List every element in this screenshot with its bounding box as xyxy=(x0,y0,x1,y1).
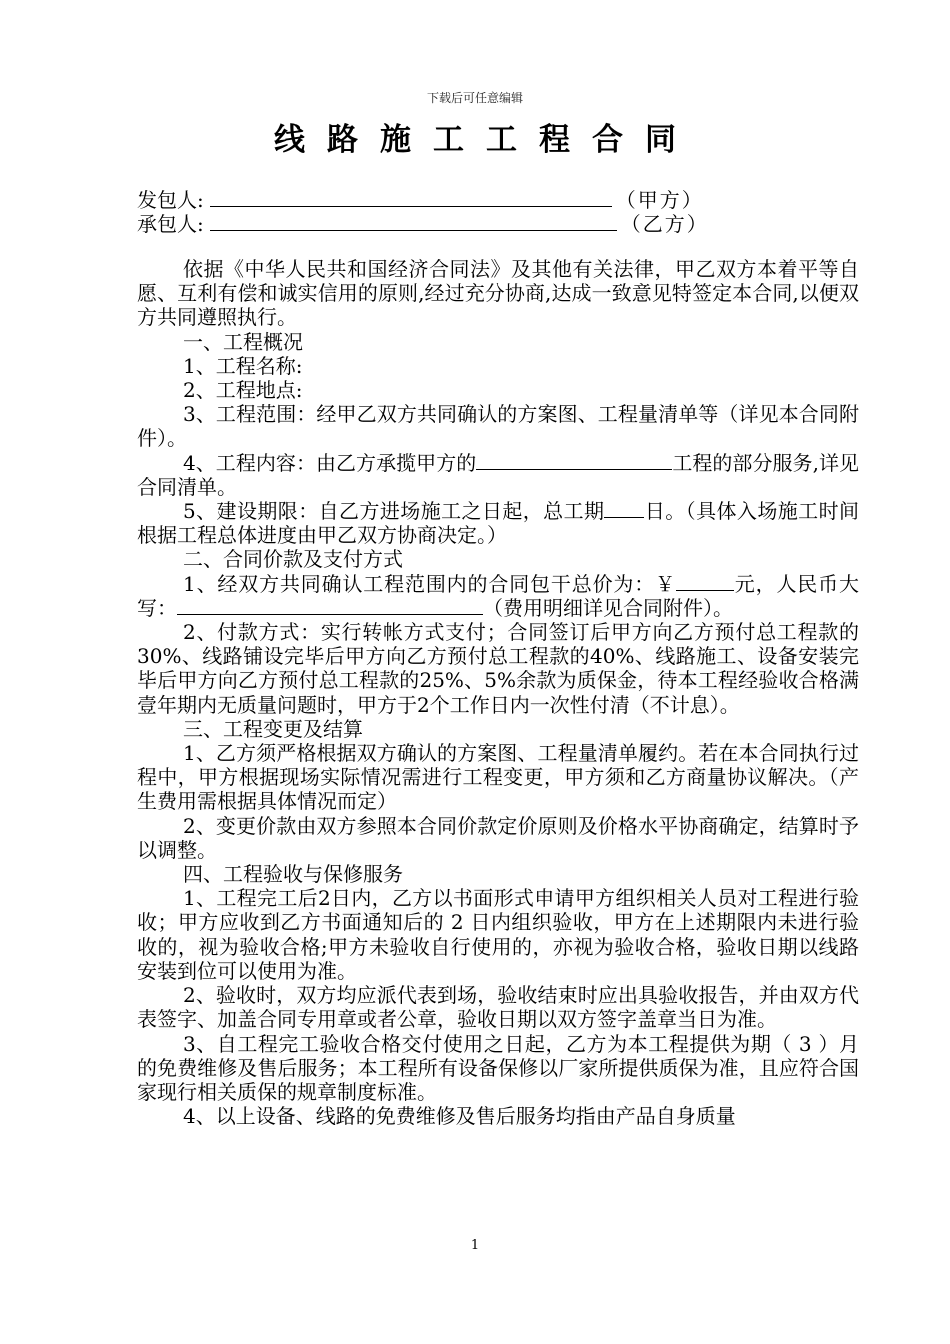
section-heading: 一、工程概况 xyxy=(183,329,303,354)
party-a-blank xyxy=(210,186,612,207)
clause: 1、乙方须严格根据双方确认的方案图、工程量清单履约。若在本合同执行过程中，甲方根据现场实际情况需进行工程变更，甲方须和乙方商量协议解决。（产生费用需根据具体情况而定） xyxy=(137,741,859,814)
intro-paragraph: 依据《中华人民共和国经济合同法》及其他有关法律，甲乙双方本着平等自愿、互利有偿和诚实信用的原则,经过充分协商,达成一致意见特签定本合同,以便双方共同遵照执行。 xyxy=(137,257,859,330)
party-b-blank xyxy=(210,210,617,231)
contract-body xyxy=(137,257,859,1128)
page-title: 线路施工工程合同 xyxy=(274,122,698,158)
clause: 1、工程名称: xyxy=(183,353,303,378)
clause: 5、建设期限：自乙方进场施工之日起，总工期 日。（具体入场施工时间根据工程总体进度由甲乙双方协商决定。） xyxy=(137,499,859,548)
party-a-line xyxy=(137,186,704,213)
duration-blank xyxy=(604,499,644,518)
price-words-blank xyxy=(177,596,483,615)
party-a-label: 发包人: xyxy=(137,188,204,212)
price-blank xyxy=(676,572,734,591)
clause: 3、工程范围：经甲乙双方共同确认的方案图、工程量清单等（详见本合同附件）。 xyxy=(137,402,859,451)
clause: 4、以上设备、线路的免费维修及售后服务均指由产品自身质量 xyxy=(183,1104,736,1129)
party-b-tag: （乙方） xyxy=(620,212,709,236)
party-a-tag: （甲方） xyxy=(615,188,704,212)
clause: 3、自工程完工验收合格交付使用之日起，乙方为本工程提供为期（ 3 ）月的免费维修及售后服务；本工程所有设备保修以厂家所提供质保为准，且应符合国家现行相关质保的规章制度标准。 xyxy=(137,1031,859,1104)
clause: 2、付款方式：实行转帐方式支付；合同签订后甲方向乙方预付总工程款的30%、线路铺设完毕后甲方向乙方预付总工程款的40%、线路施工、设备安装完毕后甲方向乙方预付总工程款的25%、5%余款为质保金，待本工程经验收合格满壹年期内无质量问题时，甲方于2个工作日内一次性付清（不计息）。 xyxy=(137,620,859,717)
clause: 2、工程地点: xyxy=(183,378,303,403)
header-note: 下载后可任意编辑 xyxy=(426,91,523,105)
section-heading: 四、工程验收与保修服务 xyxy=(183,862,403,887)
party-b-label: 承包人: xyxy=(137,212,204,236)
clause: 2、验收时，双方均应派代表到场，验收结束时应出具验收报告，并由双方代表签字、加盖合同专用章或者公章，验收日期以双方签字盖章当日为准。 xyxy=(137,983,859,1032)
clause: 1、经双方共同确认工程范围内的合同包干总价为：￥ 元，人民币大写： （费用明细详见合同附件）。 xyxy=(137,571,859,620)
page-number: 1 xyxy=(470,1238,480,1253)
section-heading: 二、合同价款及支付方式 xyxy=(183,547,403,572)
section-heading: 三、工程变更及结算 xyxy=(183,716,363,741)
party-b-line xyxy=(137,210,709,237)
clause: 2、变更价款由双方参照本合同价款定价原则及价格水平协商确定，结算时予以调整。 xyxy=(137,813,859,862)
clause: 4、工程内容：由乙方承揽甲方的 工程的部分服务,详见合同清单。 xyxy=(137,450,860,499)
clause: 1、工程完工后2日内，乙方以书面形式申请甲方组织相关人员对工程进行验收；甲方应收到乙方书面通知后的 2 日内组织验收，甲方在上述期限内未进行验收的，视为验收合格;甲方未验收自行使用的，亦视为验收合格，验收日期以线路安装到位可以使用为准。 xyxy=(137,886,859,983)
project-name-blank xyxy=(476,451,672,470)
